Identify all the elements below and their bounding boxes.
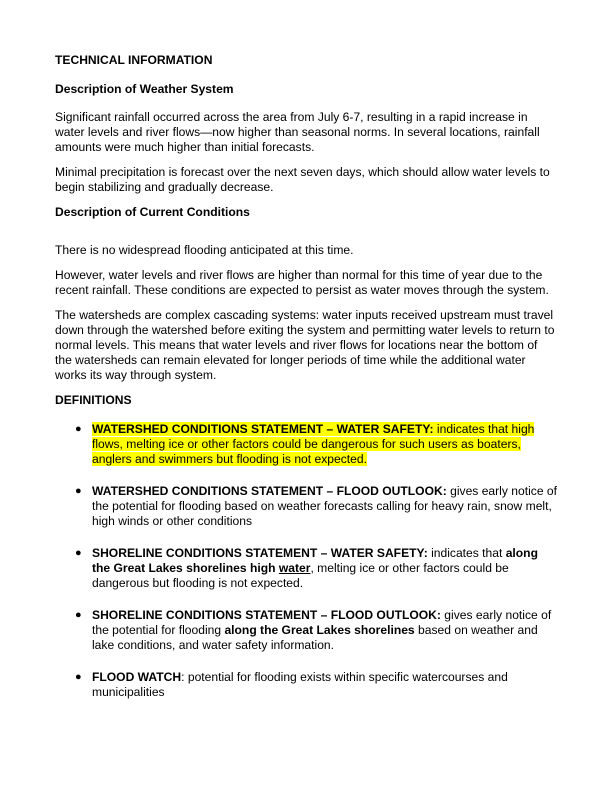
page-title: TECHNICAL INFORMATION (55, 53, 213, 67)
definition-item (55, 608, 558, 653)
document-page (55, 53, 555, 717)
definition-term: WATERSHED CONDITIONS STATEMENT – WATER SAFETY: (92, 422, 434, 436)
definition-text: indicates that (427, 546, 506, 560)
definition-term: WATERSHED CONDITIONS STATEMENT – FLOOD OUTLOOK: (92, 484, 447, 498)
highlighted-definition (92, 422, 534, 466)
weather-system-heading: Description of Weather System (55, 82, 234, 96)
weather-system-paragraph: Significant rainfall occurred across the area from July 6-7, resulting in a rapid increase in water levels and river flows—now higher than seasonal norms. In several locations, rainfall amounts were much higher than initial forecasts. (55, 110, 540, 154)
definition-term: SHORELINE CONDITIONS STATEMENT – FLOOD OUTLOOK: (92, 608, 441, 622)
definition-text: based on weather and lake conditions, and water safety information. (92, 623, 538, 652)
definition-emphasis-underlined: water (278, 561, 311, 575)
definition-item (55, 484, 558, 529)
definition-text: gives early notice of the potential for flooding based on weather forecasts calling for heavy rain, snow melt, high winds or other conditions (92, 484, 557, 528)
definition-term: FLOOD WATCH (92, 670, 182, 684)
current-conditions-heading: Description of Current Conditions (55, 205, 250, 219)
current-conditions-paragraph: The watersheds are complex cascading systems: water inputs received upstream must travel down through the watershed before exiting the system and permitting water levels to return to normal levels. This means that water levels and river flows for locations near the bottom of the watersheds can remain elevated for longer periods of time while the additional water works its way through system. (55, 308, 555, 382)
weather-system-paragraph: Minimal precipitation is forecast over the next seven days, which should allow water levels to begin stabilizing and gradually decrease. (55, 165, 550, 194)
definition-item (55, 422, 558, 467)
definition-term: SHORELINE CONDITIONS STATEMENT – WATER SAFETY: (92, 546, 428, 560)
bullet-icon: ● (75, 423, 82, 435)
definition-text: indicates that high flows, melting ice or other factors could be dangerous for such users as boaters, anglers and swimmers but flooding is not expected. (92, 422, 535, 466)
definitions-heading: DEFINITIONS (55, 393, 132, 407)
current-conditions-paragraph: There is no widespread flooding anticipated at this time. (55, 243, 354, 257)
definition-emphasis: along the Great Lakes shorelines (224, 623, 415, 637)
definition-text: , melting ice or other factors could be dangerous but flooding is not expected. (92, 561, 509, 590)
current-conditions-paragraph: However, water levels and river flows are higher than normal for this time of year due to the recent rainfall. These conditions are expected to persist as water moves through the system. (55, 268, 549, 297)
definition-item (55, 546, 558, 591)
definitions-list (55, 422, 555, 700)
bullet-icon: ● (75, 671, 82, 683)
bullet-icon: ● (75, 609, 82, 621)
definition-text: gives early notice of the potential for flooding (92, 608, 552, 637)
bullet-icon: ● (75, 485, 82, 497)
definition-text: : potential for flooding exists within specific watercourses and municipalities (92, 670, 508, 699)
definition-emphasis: along the Great Lakes shorelines high (92, 546, 538, 575)
bullet-icon: ● (75, 547, 82, 559)
definition-item (55, 670, 558, 700)
